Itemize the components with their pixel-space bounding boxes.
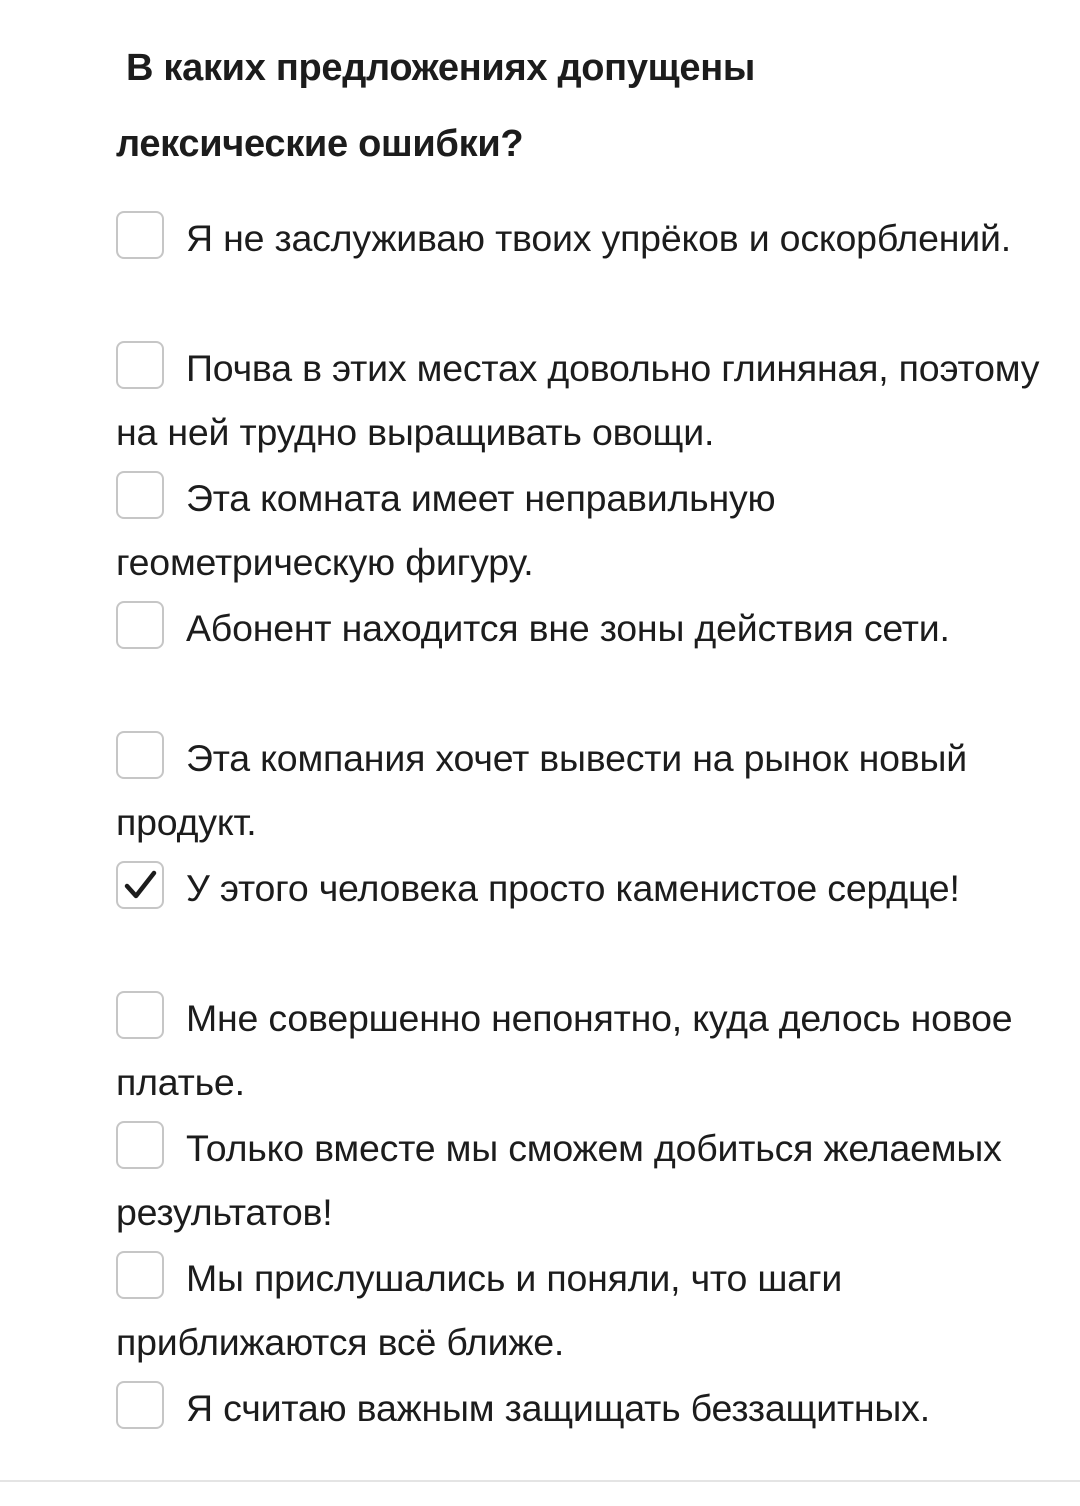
bottom-divider — [0, 1480, 1080, 1482]
answer-option-8[interactable] — [116, 1116, 1046, 1244]
answer-option-4[interactable] — [116, 596, 1046, 724]
checkbox-icon[interactable] — [116, 1121, 164, 1169]
answer-option-10[interactable] — [116, 1376, 1046, 1504]
answer-option-label: У этого человека просто каменистое сердце! — [186, 867, 960, 909]
answer-options — [116, 206, 1046, 1504]
answer-option-label: Мы прислушались и поняли, что шаги приближаются всё ближе. — [116, 1257, 843, 1363]
answer-option-label: Эта комната имеет неправильную геометрическую фигуру. — [116, 477, 776, 583]
check-mark-icon — [120, 865, 160, 905]
answer-option-label: Я не заслуживаю твоих упрёков и оскорблений. — [186, 217, 1011, 259]
answer-option-6[interactable] — [116, 856, 1046, 984]
answer-option-1[interactable] — [116, 206, 1046, 334]
answer-option-2[interactable] — [116, 336, 1046, 464]
answer-option-label: Эта компания хочет вывести на рынок новый продукт. — [116, 737, 967, 843]
checkbox-icon[interactable] — [116, 341, 164, 389]
question-line-1: В каких предложениях допущены — [126, 47, 756, 89]
question-title — [116, 30, 1046, 182]
answer-option-label: Абонент находится вне зоны действия сети. — [186, 607, 950, 649]
checkbox-icon[interactable] — [116, 1381, 164, 1429]
checkbox-icon[interactable] — [116, 991, 164, 1039]
question-line-2: лексические ошибки? — [116, 123, 524, 165]
answer-option-3[interactable] — [116, 466, 1046, 594]
checkbox-icon[interactable] — [116, 731, 164, 779]
checkbox-icon[interactable] — [116, 1251, 164, 1299]
checkbox-icon[interactable] — [116, 211, 164, 259]
checkbox-icon[interactable] — [116, 861, 164, 909]
checkbox-icon[interactable] — [116, 601, 164, 649]
answer-option-label: Почва в этих местах довольно глиняная, поэтому на ней трудно выращивать овощи. — [116, 347, 1040, 453]
answer-option-label: Я считаю важным защищать беззащитных. — [186, 1387, 930, 1429]
answer-option-5[interactable] — [116, 726, 1046, 854]
checkbox-icon[interactable] — [116, 471, 164, 519]
quiz-card — [116, 30, 1046, 1506]
answer-option-label: Мне совершенно непонятно, куда делось новое платье. — [116, 997, 1013, 1103]
answer-option-label: Только вместе мы сможем добиться желаемых результатов! — [116, 1127, 1002, 1233]
answer-option-9[interactable] — [116, 1246, 1046, 1374]
answer-option-7[interactable] — [116, 986, 1046, 1114]
